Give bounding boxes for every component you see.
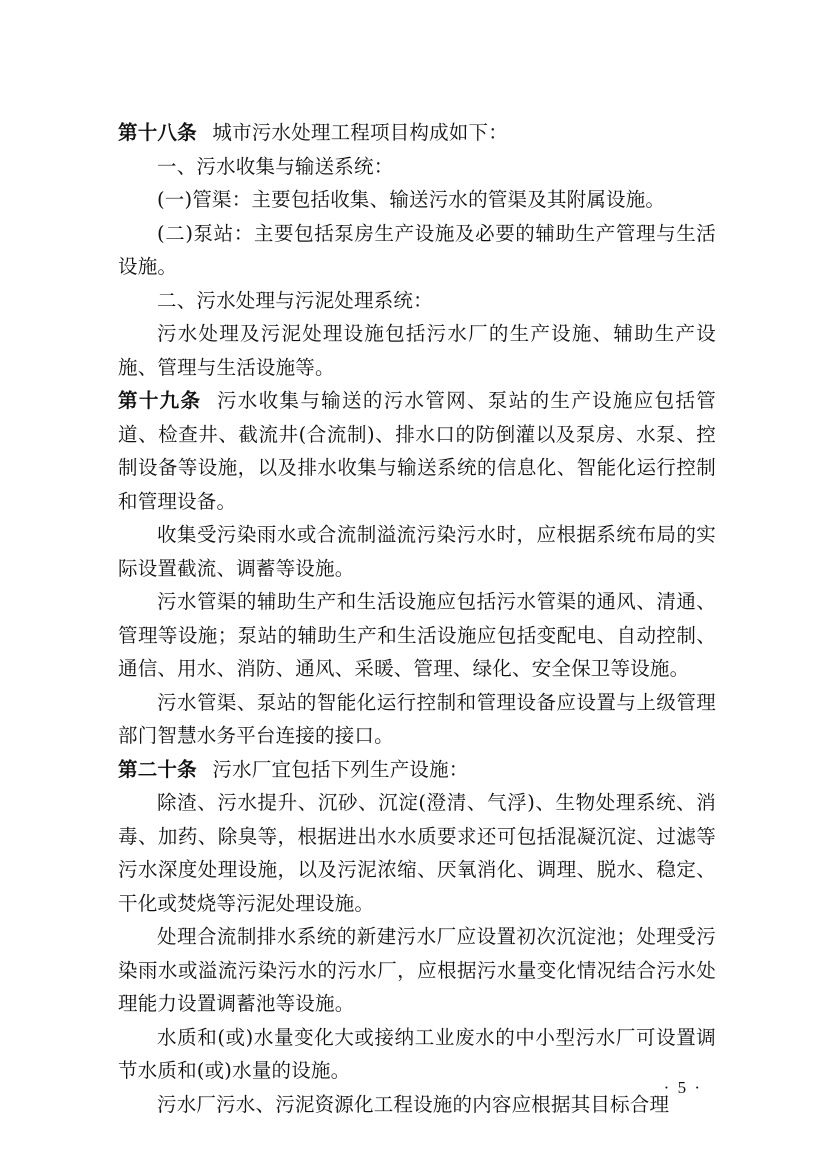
article-20-p3: 水质和(或)水量变化大或接纳工业废水的中小型污水厂可设置调节水质和(或)水量的设施。 <box>118 1025 716 1082</box>
section-1-title: 一、污水收集与输送系统： <box>157 154 394 178</box>
article-19-p2: 收集受污染雨水或合流制溢流污染污水时，应根据系统布局的实际设置截流、调蓄等设施。 <box>118 523 716 580</box>
article-20-intro-text: 污水厂宜包括下列生产设施： <box>212 757 469 781</box>
section-1-item-2: (二)泵站：主要包括泵房生产设施及必要的辅助生产管理与生活设施。 <box>118 221 716 278</box>
article-19-p3: 污水管渠的辅助生产和生活设施应包括污水管渠的通风、清通、管理等设施；泵站的辅助生产和生活设施应包括变配电、自动控制、通信、用水、消防、通风、采暖、管理、绿化、安全保卫等设施。 <box>118 590 716 680</box>
article-20-intro <box>118 753 716 787</box>
article-19-p1 <box>118 384 716 518</box>
article-20-p2: 处理合流制排水系统的新建污水厂应设置初次沉淀池；处理受污染雨水或溢流污染污水的污水厂，应根据污水量变化情况结合污水处理能力设置调蓄池等设施。 <box>118 925 716 1015</box>
article-18-intro-text: 城市污水处理工程项目构成如下： <box>212 121 508 144</box>
section-1-item-1: (一)管渠：主要包括收集、输送污水的管渠及其附属设施。 <box>157 188 666 211</box>
article-20-p1: 除渣、污水提升、沉砂、沉淀(澄清、气浮)、生物处理系统、消毒、加药、除臭等，根据进出水水质要求还可包括混凝沉淀、过滤等污水深度处理设施，以及污泥浓缩、厌氧消化、调理、脱水、稳定、干化或焚烧等污泥处理设施。 <box>118 791 716 915</box>
article-19-p1-text: 污水收集与输送的污水管网、泵站的生产设施应包括管道、检查井、截流井(合流制)、排水口的防倒灌以及泵房、水泵、控制设备等设施，以及排水收集与输送系统的信息化、智能化运行控制和管理设备。 <box>118 389 716 513</box>
article-18-heading: 第十八条 <box>118 121 197 144</box>
article-20-heading: 第二十条 <box>118 757 197 781</box>
article-19-p4: 污水管渠、泵站的智能化运行控制和管理设备应设置与上级管理部门智慧水务平台连接的接口。 <box>118 690 716 747</box>
section-2-title: 二、污水处理与污泥处理系统： <box>157 288 433 312</box>
page-number: · 5 · <box>663 1078 702 1097</box>
article-18-intro <box>118 116 716 150</box>
section-2-body: 污水处理及污泥处理设施包括污水厂的生产设施、辅助生产设施、管理与生活设施等。 <box>118 322 716 379</box>
article-20-p4: 污水厂污水、污泥资源化工程设施的内容应根据其目标合理 <box>157 1092 670 1116</box>
body-text <box>118 116 716 1121</box>
article-19-heading: 第十九条 <box>118 389 202 412</box>
